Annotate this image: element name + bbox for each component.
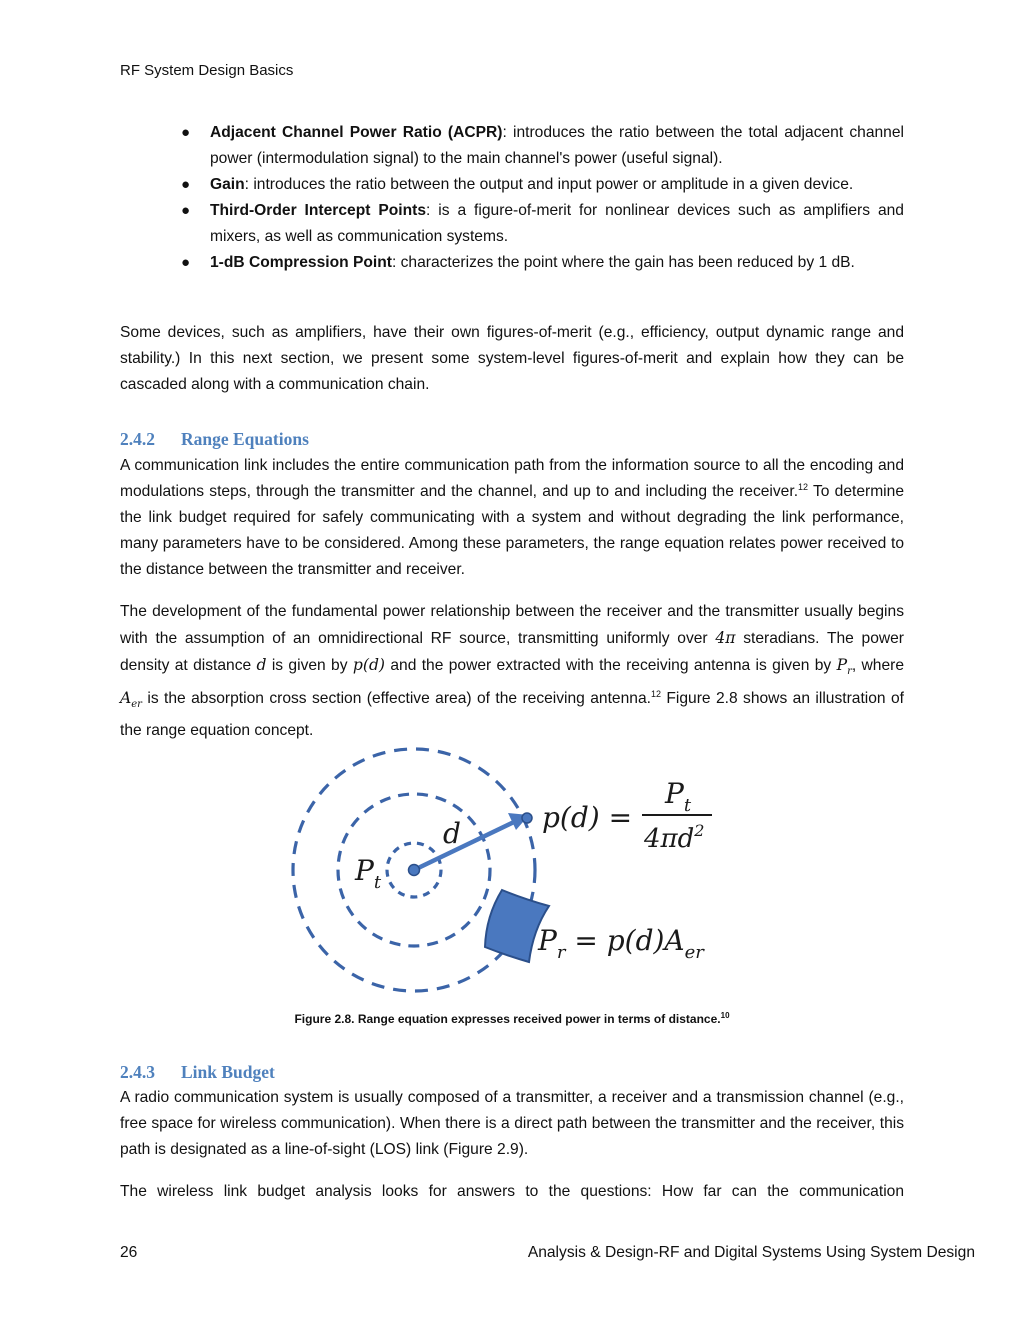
label-distance: d bbox=[443, 817, 461, 850]
text-run: To determine the link budget required for safely communicating with a system and without degrading the link performance, many parameters have to be considered. Among these parameters, the range equation relates power received to the distance between the transmitter and receiver. bbox=[120, 483, 904, 578]
reference-marker[interactable]: 10 bbox=[720, 1011, 730, 1020]
bullet-icon: ● bbox=[181, 124, 191, 141]
section-number: 2.4.3 bbox=[120, 1062, 155, 1082]
section-heading-2-4-3 bbox=[120, 1062, 275, 1083]
figure-caption bbox=[0, 1012, 1024, 1026]
equation-pd-numerator: $P_t$ bbox=[665, 777, 692, 816]
text-run: Figure 2.8 shows an illustration of the range equation concept. bbox=[120, 690, 904, 740]
paragraph-power-relationship bbox=[120, 599, 904, 744]
list-item-term: 1-dB Compression Point bbox=[210, 254, 392, 271]
equation-pr: $P_r = p(d)A_{er}$ bbox=[538, 924, 704, 963]
source-point bbox=[409, 865, 420, 876]
math-subscript: r bbox=[847, 666, 852, 678]
book-title-footer: Analysis & Design-RF and Digital Systems Using System Design bbox=[527, 1244, 975, 1261]
text-run: steradians. The power density at distance bbox=[120, 630, 904, 674]
list-item bbox=[120, 172, 904, 198]
paragraph-communication-link bbox=[120, 453, 904, 583]
math-inline: 4π bbox=[715, 629, 736, 647]
paragraph-figures-of-merit: Some devices, such as amplifiers, have their own figures-of-merit (e.g., efficiency, output dynamic range and stability.) In this next section, we present some system-level figures-of-merit and explain how they can be cascaded along with a communication chain. bbox=[120, 324, 904, 393]
list-item-text: : introduces the ratio between the output and input power or amplitude in a given device. bbox=[244, 176, 854, 193]
text-run: and the power extracted with the receiving antenna is given by bbox=[385, 657, 837, 674]
distance-arrow-shaft bbox=[414, 821, 516, 870]
running-header: RF System Design Basics bbox=[120, 62, 294, 79]
bullet-icon: ● bbox=[181, 176, 191, 193]
list-item bbox=[120, 120, 904, 172]
section-title: Link Budget bbox=[181, 1062, 275, 1082]
list-item-term: Gain bbox=[210, 176, 245, 193]
equation-pd-denominator: $4\pi d^2$ bbox=[644, 821, 705, 854]
list-item-text: : introduces the ratio between the total adjacent channel power (intermodulation signal) to the main channel's power (useful signal). bbox=[210, 124, 904, 167]
math-symbol: P bbox=[836, 656, 848, 674]
list-item-text: : is a figure-of-merit for nonlinear devices such as amplifiers and mixers, as well as communication systems. bbox=[210, 202, 904, 245]
list-item-text: : characterizes the point where the gain has been reduced by 1 dB. bbox=[391, 254, 855, 271]
label-pt: $P_t$ bbox=[355, 854, 382, 893]
paragraph-link-budget: The wireless link budget analysis looks for answers to the questions: How far can the communication bbox=[120, 1183, 904, 1200]
text-run: The development of the fundamental power relationship between the receiver and the transmitter usually begins with the assumption of an omnidirectional RF source, transmitting uniformly over bbox=[120, 603, 904, 647]
section-title: Range Equations bbox=[181, 429, 309, 449]
math-symbol: A bbox=[120, 689, 132, 708]
text-run: , where bbox=[851, 657, 905, 674]
math-inline: p(d) bbox=[352, 656, 386, 674]
bullet-icon: ● bbox=[181, 254, 191, 271]
text-run: is the absorption cross section (effective area) of the receiving antenna. bbox=[141, 690, 651, 708]
list-item bbox=[120, 250, 904, 276]
section-number: 2.4.2 bbox=[120, 429, 155, 449]
reference-marker[interactable]: 12 bbox=[798, 482, 809, 492]
list-item-term: Third-Order Intercept Points bbox=[210, 202, 426, 219]
figures-of-merit-list bbox=[120, 120, 904, 276]
text-run: is given by bbox=[266, 657, 353, 674]
paragraph-radio-system: A radio communication system is usually composed of a transmitter, a receiver and a transmission channel (e.g., free space for wireless communication). When there is a direct path between the transmitter and the receiver, this path is designated as a line-of-sight (LOS) link (Figure 2.9). bbox=[120, 1089, 904, 1158]
page-number: 26 bbox=[120, 1244, 138, 1261]
list-item-term: Adjacent Channel Power Ratio (ACPR) bbox=[210, 124, 503, 141]
equation-pd-left: p(d) = bbox=[542, 801, 633, 834]
math-inline bbox=[836, 656, 852, 678]
list-item bbox=[120, 198, 904, 250]
math-subscript: er bbox=[131, 699, 142, 711]
receiver-point bbox=[522, 813, 532, 823]
caption-text: Figure 2.8. Range equation expresses received power in terms of distance. bbox=[294, 1012, 721, 1026]
reference-marker[interactable]: 12 bbox=[650, 689, 661, 700]
range-equation-figure bbox=[280, 740, 730, 1000]
math-inline bbox=[120, 689, 142, 711]
math-inline: d bbox=[256, 656, 267, 674]
section-heading-2-4-2 bbox=[120, 429, 309, 450]
bullet-icon: ● bbox=[181, 202, 191, 219]
text-run: A communication link includes the entire communication path from the information source to all the encoding and modulations steps, through the transmitter and the channel, and up to and including the receiver. bbox=[120, 457, 904, 500]
